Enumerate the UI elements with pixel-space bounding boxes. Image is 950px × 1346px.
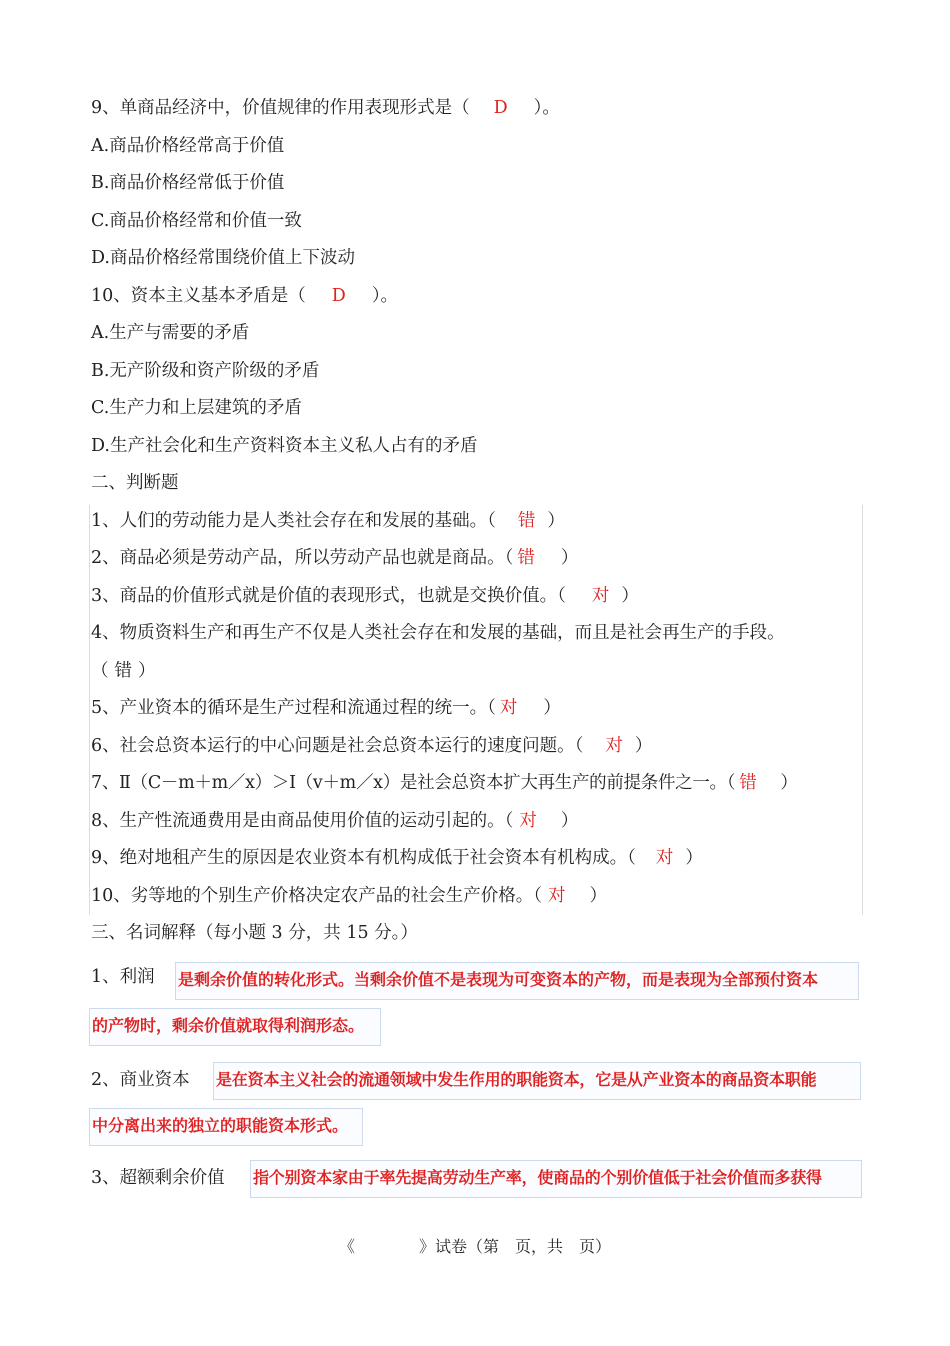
section-2-title: 二、判断题 xyxy=(91,473,179,493)
tf-item-text: 9、绝对地租产生的原因是农业资本有机构成低于社会资本有机构成。（ xyxy=(91,848,636,868)
term-3-definition-line-1: 指个别资本家由于率先提高劳动生产率，使商品的个别价值低于社会价值而多获得 xyxy=(253,1168,822,1187)
question-9 xyxy=(91,96,560,120)
page-footer: 《 》试卷（第 页，共 页） xyxy=(338,1237,611,1256)
tf-item-5 xyxy=(91,696,561,720)
tf-item-6 xyxy=(91,734,652,758)
tf-item-close: ） xyxy=(634,736,653,756)
tf-item-answer: 对 xyxy=(548,886,566,906)
term-2-definition-line-2: 中分离出来的独立的职能资本形式。 xyxy=(92,1116,349,1135)
tf-item-answer: 对 xyxy=(499,698,518,718)
tf-item-close: ） xyxy=(621,586,639,606)
tf-item-close: ） xyxy=(543,698,561,718)
tf-item-4 xyxy=(91,621,785,645)
tf-item-open: （ xyxy=(91,661,109,681)
term-1-definition-line-1: 是剩余价值的转化形式。当剩余价值不是表现为可变资本的产物，而是表现为全部预付资本 xyxy=(178,970,819,989)
tf-item-text: 5、产业资本的循环是生产过程和流通过程的统一。（ xyxy=(91,698,496,718)
q9-option-b: B.商品价格经常低于价值 xyxy=(91,173,285,193)
question-9-close: ）。 xyxy=(533,98,560,118)
tf-item-10 xyxy=(91,884,607,908)
tf-item-answer: 对 xyxy=(519,811,537,831)
tf-item-4-answer-line xyxy=(91,659,156,683)
tf-item-7 xyxy=(91,771,798,795)
question-10-answer: D xyxy=(331,286,346,306)
tf-item-answer: 错 xyxy=(517,511,536,531)
tf-item-close: ） xyxy=(589,886,608,906)
tf-item-close: ） xyxy=(685,848,703,868)
term-1-definition-line-2: 的产物时，剩余价值就取得利润形态。 xyxy=(92,1016,365,1035)
tf-item-text: 2、商品必须是劳动产品，所以劳动产品也就是商品。（ xyxy=(91,548,514,568)
tf-item-text: 6、社会总资本运行的中心问题是社会总资本运行的速度问题。（ xyxy=(91,736,584,756)
tf-item-answer: 对 xyxy=(605,736,623,756)
tf-item-answer: 对 xyxy=(591,586,610,606)
question-10-text: 10、资本主义基本矛盾是（ xyxy=(91,286,306,306)
tf-item-text: 4、物质资料生产和再生产不仅是人类社会存在和发展的基础，而且是社会再生产的手段。 xyxy=(91,623,785,643)
tf-item-text: 8、生产性流通费用是由商品使用价值的运动引起的。（ xyxy=(91,811,514,831)
q9-option-d: D.商品价格经常围绕价值上下波动 xyxy=(91,248,355,268)
tf-item-close: ） xyxy=(547,511,565,531)
tf-item-9 xyxy=(91,846,703,870)
question-9-text: 9、单商品经济中，价值规律的作用表现形式是（ xyxy=(91,98,470,118)
tf-item-close: ） xyxy=(560,811,579,831)
q10-option-a: A.生产与需要的矛盾 xyxy=(91,323,250,343)
tf-item-close: ） xyxy=(780,773,798,793)
tf-item-3 xyxy=(91,584,639,608)
question-10-close: ）。 xyxy=(371,286,399,306)
tf-item-8 xyxy=(91,809,578,833)
tf-item-answer: 对 xyxy=(655,848,674,868)
tf-item-close: ） xyxy=(560,548,579,568)
section-3-title: 三、名词解释（每小题 3 分，共 15 分。） xyxy=(91,923,418,943)
tf-item-answer: 错 xyxy=(739,773,757,793)
tf-item-text: 3、商品的价值形式就是价值的表现形式，也就是交换价值。（ xyxy=(91,586,566,606)
q9-option-c: C.商品价格经常和价值一致 xyxy=(91,211,302,231)
term-1-label: 1、利润 xyxy=(91,967,155,987)
tf-item-1 xyxy=(91,509,565,533)
term-3-label: 3、超额剩余价值 xyxy=(91,1168,225,1188)
tf-item-answer: 错 xyxy=(517,548,535,568)
term-2-label: 2、商业资本 xyxy=(91,1070,190,1090)
tf-item-text: 1、人们的劳动能力是人类社会存在和发展的基础。（ xyxy=(91,511,496,531)
tf-item-text: 7、Ⅱ（C－m＋m／x）＞Ⅰ（v＋m／x）是社会总资本扩大再生产的前提条件之一。（ xyxy=(91,773,736,793)
q10-option-d: D.生产社会化和生产资料资本主义私人占有的矛盾 xyxy=(91,436,478,456)
tf-item-2 xyxy=(91,546,578,570)
q10-option-c: C.生产力和上层建筑的矛盾 xyxy=(91,398,302,418)
tf-item-close: ） xyxy=(138,661,156,681)
q10-option-b: B.无产阶级和资产阶级的矛盾 xyxy=(91,361,320,381)
term-2-definition-line-1: 是在资本主义社会的流通领域中发生作用的职能资本，它是从产业资本的商品资本职能 xyxy=(216,1070,817,1089)
question-10 xyxy=(91,284,398,308)
q9-option-a: A.商品价格经常高于价值 xyxy=(91,136,285,156)
question-9-answer: D xyxy=(493,98,508,118)
tf-item-answer: 错 xyxy=(114,661,132,681)
tf-item-text: 10、劣等地的个别生产价格决定农产品的社会生产价格。（ xyxy=(91,886,543,906)
